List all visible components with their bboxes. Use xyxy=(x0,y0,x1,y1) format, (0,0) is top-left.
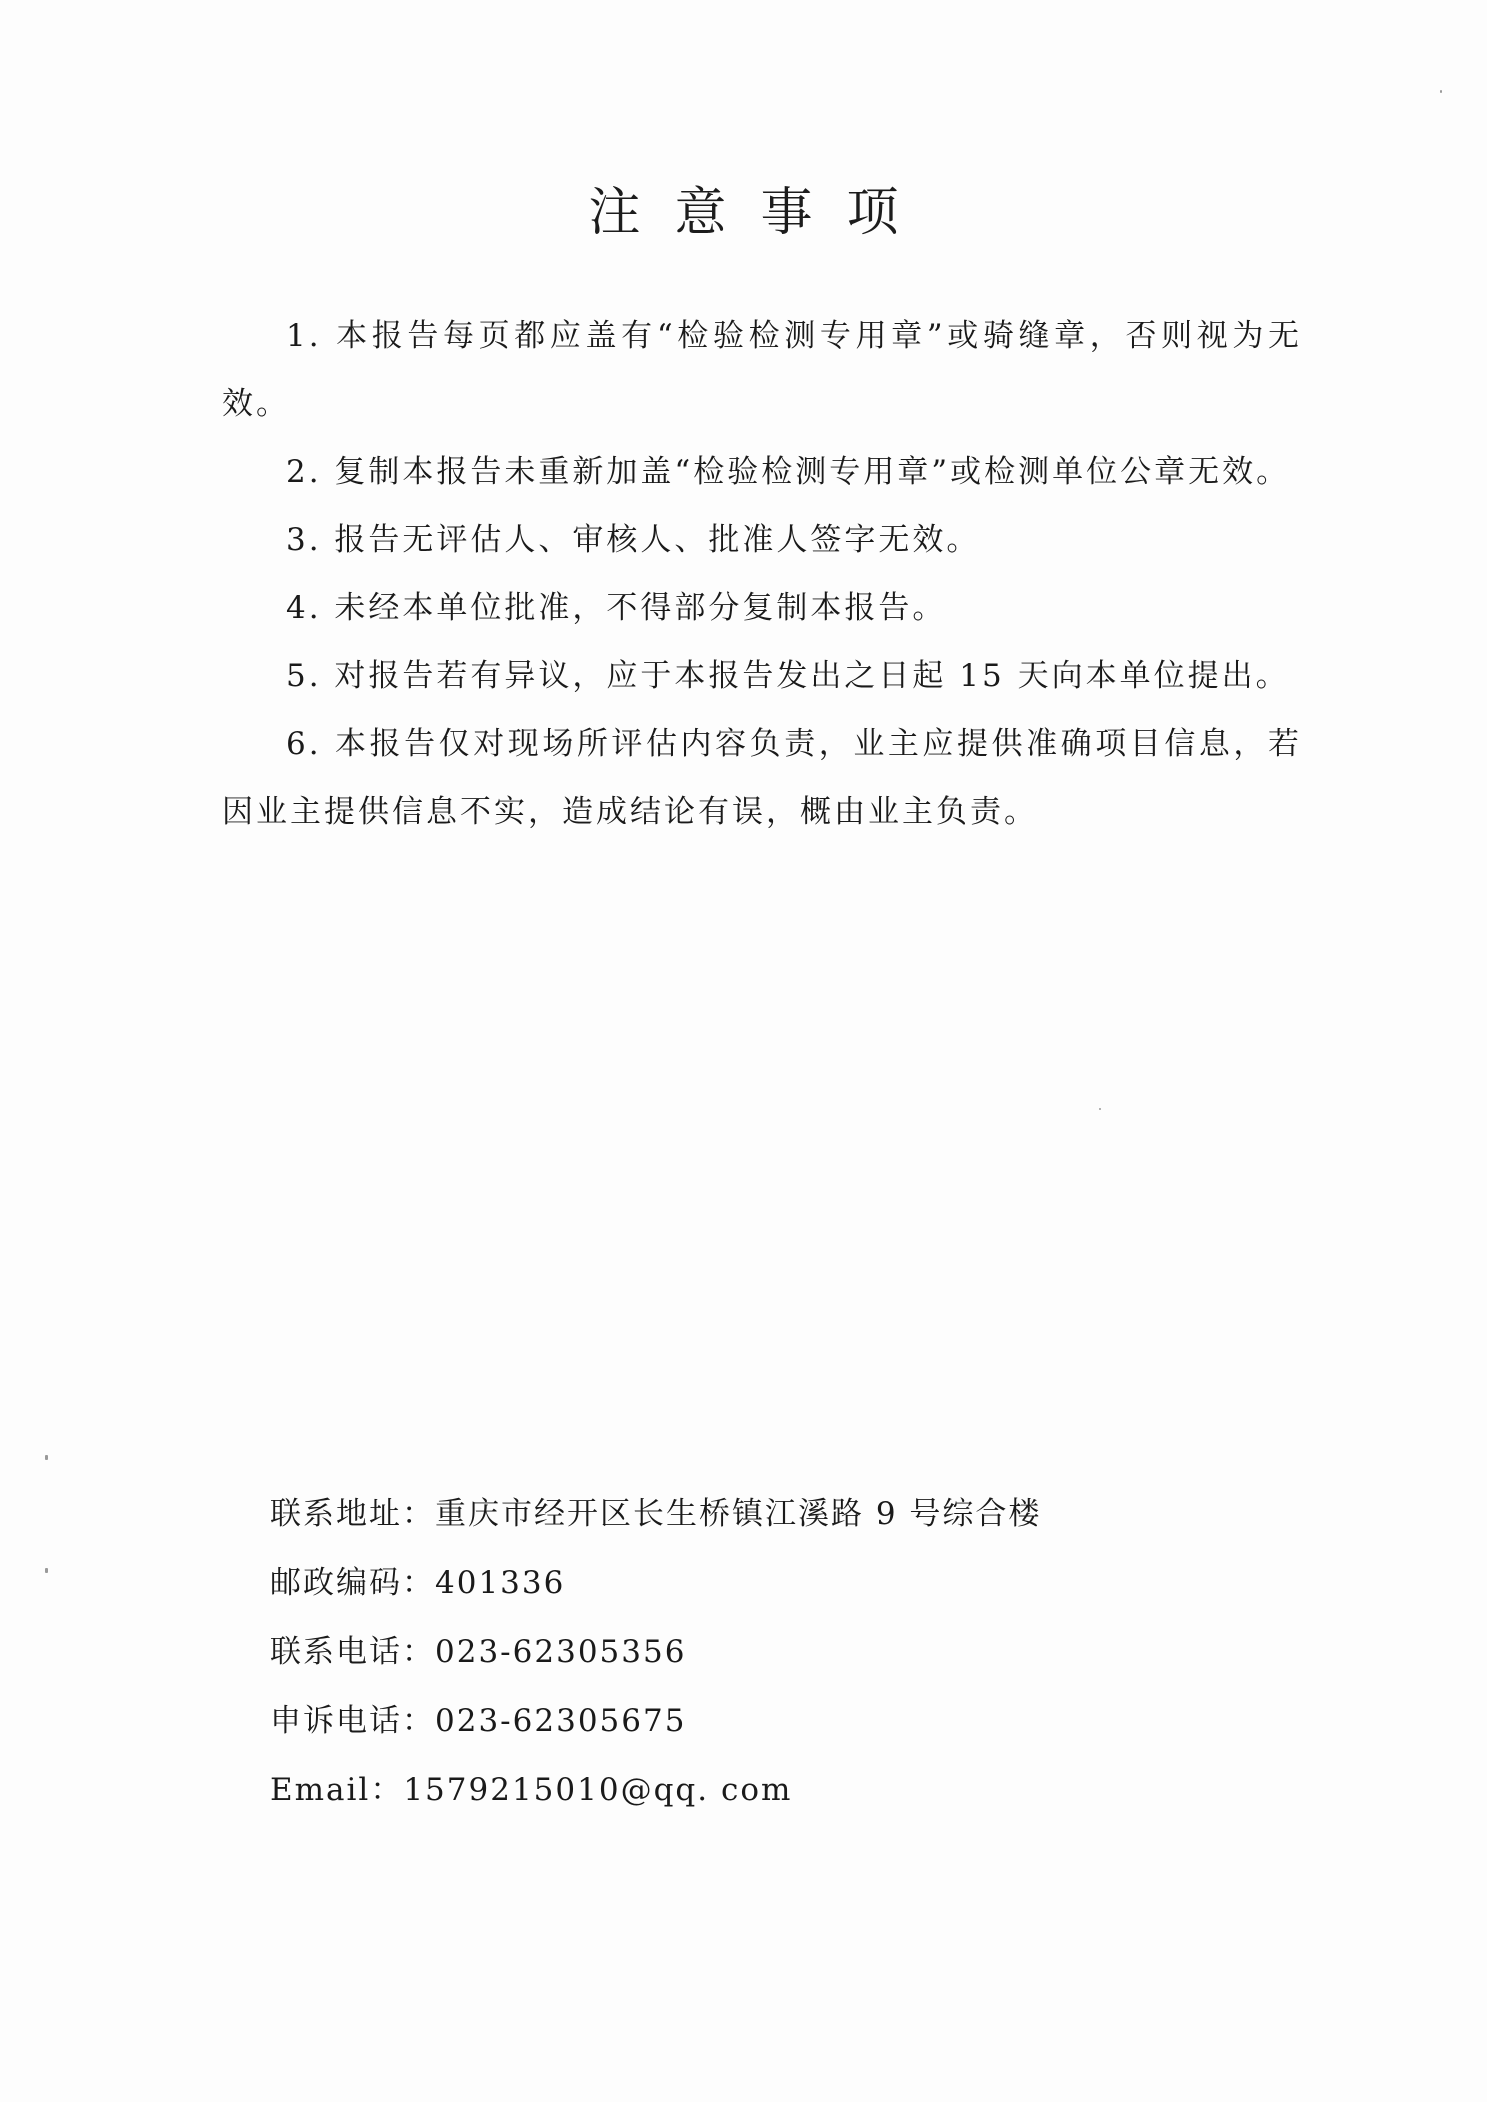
notice-item-2: 2. 复制本报告未重新加盖“检验检测专用章”或检测单位公章无效。 xyxy=(286,454,1291,490)
contact-complaint-phone: 申诉电话：023-62305675 xyxy=(270,1703,687,1739)
notice-item-6: 6. 本报告仅对现场所评估内容负责，业主应提供准确项目信息，若因业主提供信息不实，造成结论有误，概由业主负责。 xyxy=(222,726,1302,830)
page-title: 注意事项 xyxy=(588,183,933,243)
notice-item-4: 4. 未经本单位批准，不得部分复制本报告。 xyxy=(286,590,947,626)
scan-speck xyxy=(1440,90,1442,93)
scan-speck xyxy=(45,1455,48,1460)
notice-item-3: 3. 报告无评估人、审核人、批准人签字无效。 xyxy=(286,522,981,558)
contact-block xyxy=(270,1480,1041,1825)
scan-speck xyxy=(45,1568,48,1573)
contact-phone: 联系电话：023-62305356 xyxy=(270,1634,687,1670)
scan-speck xyxy=(1099,1108,1101,1110)
notice-item-5: 5. 对报告若有异议，应于本报告发出之日起 15 天向本单位提出。 xyxy=(286,658,1290,694)
contact-postcode: 邮政编码：401336 xyxy=(270,1565,566,1601)
notice-list xyxy=(222,302,1302,846)
notice-item-1: 1. 本报告每页都应盖有“检验检测专用章”或骑缝章，否则视为无效。 xyxy=(222,318,1302,422)
contact-email: Email：1579215010@qq. com xyxy=(270,1772,793,1808)
contact-address: 联系地址：重庆市经开区长生桥镇江溪路 9 号综合楼 xyxy=(270,1496,1042,1532)
